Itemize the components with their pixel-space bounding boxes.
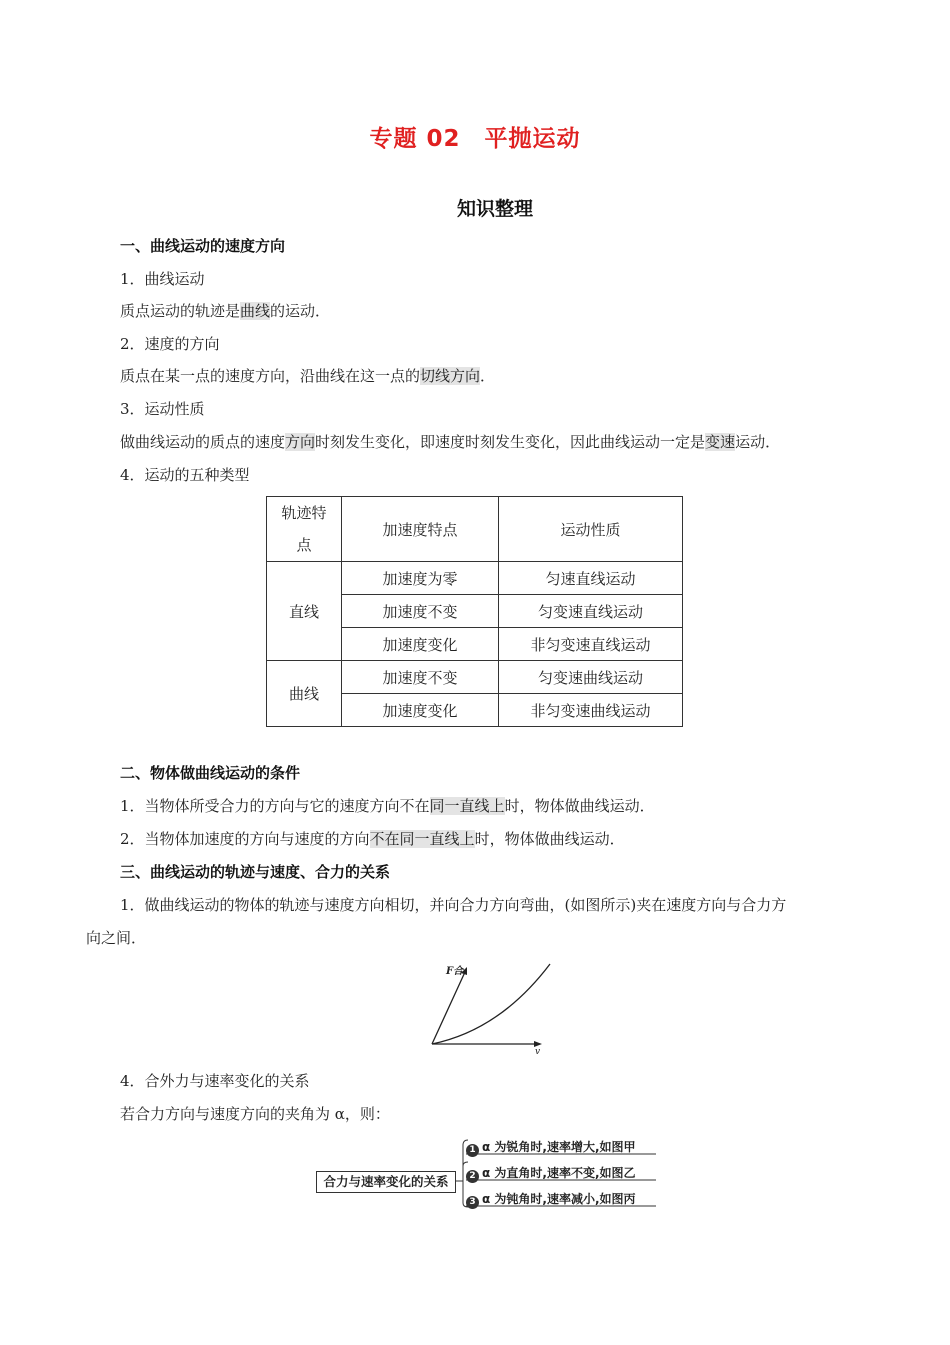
section3-heading: 三、曲线运动的轨迹与速度、合力的关系	[120, 863, 391, 881]
table-cell: 加速度变化	[342, 694, 499, 727]
sec3-p1-line2: 向之间．	[86, 929, 147, 947]
table-cell: 匀变速直线运动	[499, 595, 683, 628]
sec3-p1-line1: 1．做曲线运动的物体的轨迹与速度方向相切，并向合力方向弯曲，(如图所示)夹在速度方向与合力方	[120, 896, 787, 914]
table-header-cell: 加速度特点	[342, 497, 499, 562]
highlight: 曲线	[240, 302, 271, 320]
table-cell: 加速度变化	[342, 628, 499, 661]
table-cell: 加速度不变	[342, 661, 499, 694]
sec1-p1-label: 1．曲线运动	[120, 270, 205, 288]
highlight: 不在同一直线上	[369, 830, 475, 848]
sec1-p3-label: 3．运动性质	[120, 400, 205, 418]
highlight: 切线方向	[420, 367, 481, 385]
table-cell: 匀速直线运动	[499, 562, 683, 595]
section1-heading: 一、曲线运动的速度方向	[120, 237, 286, 255]
mindmap-item: 2 α 为直角时,速率不变,如图乙	[466, 1164, 636, 1183]
table-header-cell: 运动性质	[499, 497, 683, 562]
force-label: F合	[446, 966, 464, 977]
table-cell: 非匀变速曲线运动	[499, 694, 683, 727]
number-badge: 3	[466, 1196, 479, 1209]
highlight: 变速	[705, 433, 736, 451]
table-cell: 加速度为零	[342, 562, 499, 595]
sec2-line1: 1．当物体所受合力的方向与它的速度方向不在同一直线上时，物体做曲线运动．	[120, 797, 655, 815]
mindmap-root: 合力与速率变化的关系	[316, 1171, 456, 1193]
section-subtitle: 知识整理	[456, 198, 533, 220]
sec1-p3-text: 做曲线运动的质点的速度方向时刻发生变化，即速度时刻发生变化，因此曲线运动一定是变速运动．	[120, 433, 781, 451]
sec2-line2: 2．当物体加速度的方向与速度的方向不在同一直线上时，物体做曲线运动．	[120, 830, 625, 848]
force-arrow	[432, 972, 465, 1044]
sec4-intro: 若合力方向与速度方向的夹角为 α，则：	[120, 1105, 390, 1123]
table-row	[267, 661, 683, 694]
mindmap-item: 1 α 为锐角时,速率增大,如图甲	[466, 1138, 636, 1157]
table-cell: 匀变速曲线运动	[499, 661, 683, 694]
number-badge: 1	[466, 1144, 479, 1157]
table-cell-group: 曲线	[267, 661, 342, 727]
table-cell: 非匀变速直线运动	[499, 628, 683, 661]
sec1-p1-text: 质点运动的轨迹是曲线的运动．	[120, 302, 331, 320]
table-header-cell: 轨迹特点	[267, 497, 342, 562]
number-badge: 2	[466, 1170, 479, 1183]
sec4-label: 4．合外力与速率变化的关系	[120, 1072, 310, 1090]
mindmap-item: 3 α 为钝角时,速率减小,如图丙	[466, 1190, 636, 1209]
table-header-row	[267, 497, 683, 562]
table-cell-group: 直线	[267, 562, 342, 661]
sec1-p4-label: 4．运动的五种类型	[120, 466, 250, 484]
highlight: 同一直线上	[429, 797, 505, 815]
section2-heading: 二、物体做曲线运动的条件	[120, 764, 301, 782]
table-cell: 加速度不变	[342, 595, 499, 628]
sec1-p2-label: 2．速度的方向	[120, 335, 220, 353]
curve-force-velocity-diagram	[420, 958, 560, 1058]
motion-types-table	[266, 496, 683, 727]
sec1-p2-text: 质点在某一点的速度方向，沿曲线在这一点的切线方向．	[120, 367, 496, 385]
table-row	[267, 562, 683, 595]
highlight: 方向	[285, 433, 316, 451]
page-title: 专题 02 平抛运动	[369, 126, 581, 152]
velocity-label: v	[535, 1047, 541, 1057]
